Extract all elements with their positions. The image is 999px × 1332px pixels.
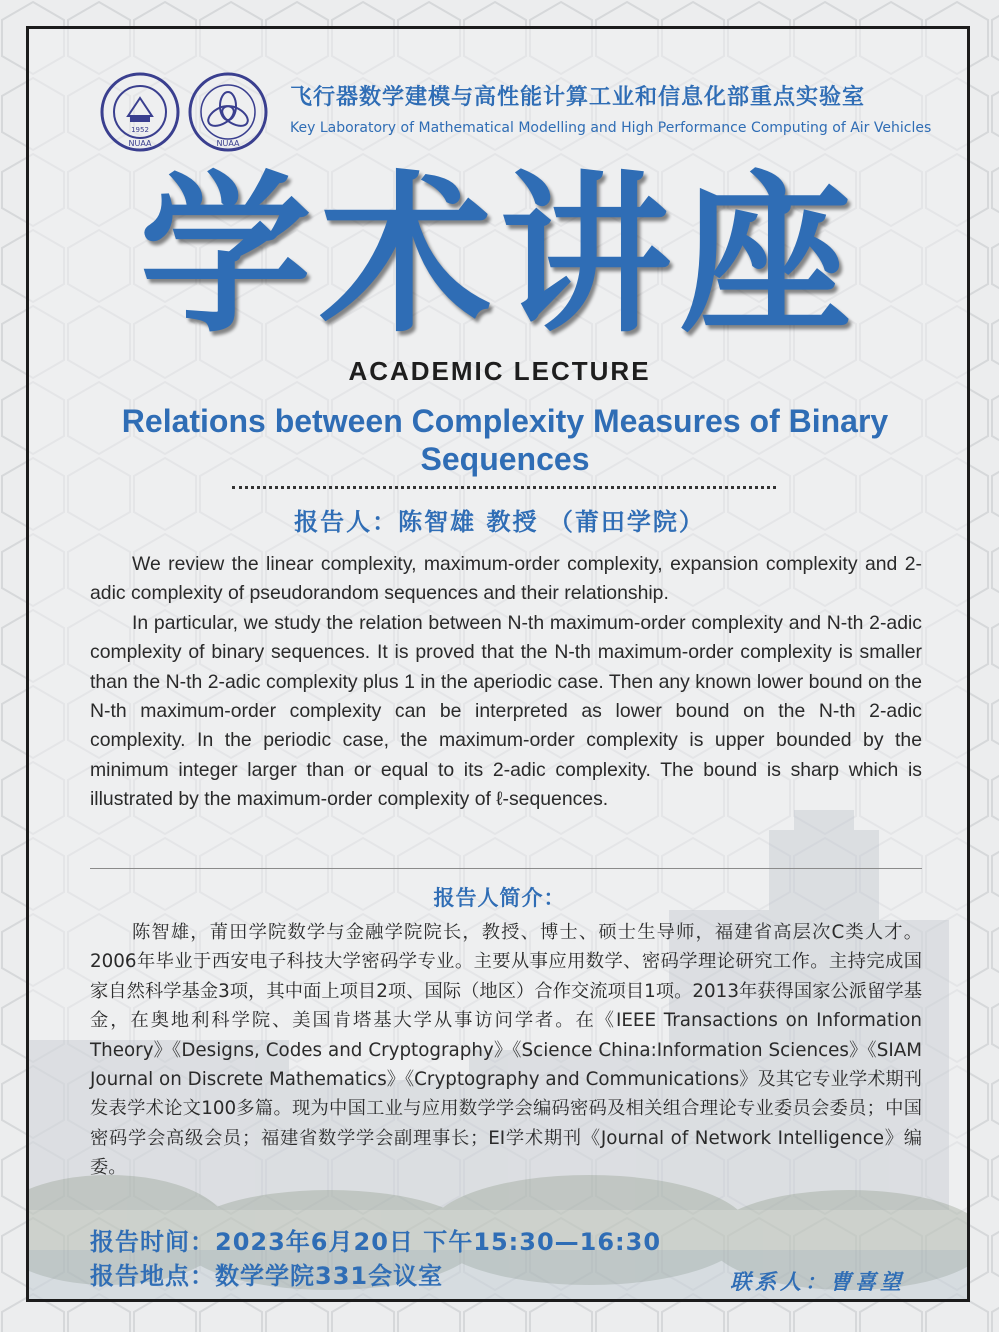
- speaker-line: 报告人：陈智雄 教授 （莆田学院）: [294, 508, 705, 536]
- lecture-time: 报告时间：2023年6月20日 下午15:30—16:30: [90, 1228, 662, 1256]
- speaker-bio: 陈智雄，莆田学院数学与金融学院院长，教授、博士、硕士生导师，福建省高层次C类人才。2006年毕业于西安电子科技大学密码学专业。主要从事应用数学、密码学理论研究工作。主持完成国家自然科学基金3项，其中面上项目2项、国际（地区）合作交流项目1项。2013年获得国家公派留学基金，在奥地利科学院、美国肯塔基大学从事访问学者。在《IEEE Transactions on Information Theory》《Designs, Codes and Cryptography》《Science China:Information Sciences》《SIAM Journal on Discrete Mathematics》《Cryptography and Communications》及其它专业学术期刊发表学术论文100多篇。现为中国工业与应用数学学会编码密码及相关组合理论专业委员会委员；中国密码学会高级会员；福建省数学学会副理事长；EI学术期刊《Journal of Network Intelligence》编委。: [90, 922, 922, 1179]
- lab-name-chinese: 飞行器数学建模与高性能计算工业和信息化部重点实验室: [290, 85, 866, 110]
- logo1-label: NUAA: [128, 139, 152, 148]
- nuaa-university-logo: [100, 72, 180, 152]
- contact-person: 联系人：曹喜望: [730, 1269, 905, 1294]
- lab-name-english: Key Laboratory of Mathematical Modelling and High Performance Computing of Air Vehicles: [290, 120, 932, 136]
- abstract: [90, 550, 922, 815]
- bio-heading: 报告人简介：: [433, 886, 566, 910]
- poster-title-english: ACADEMIC LECTURE: [348, 356, 651, 386]
- logo2-label: NUAA: [216, 139, 240, 148]
- lecture-place: 报告地点：数学学院331会议室: [90, 1262, 444, 1290]
- section-divider: [90, 868, 922, 869]
- poster-title-chinese: 学术讲座: [139, 155, 860, 356]
- key-laboratory-logo: [188, 72, 268, 152]
- abstract-paragraph-1: We review the linear complexity, maximum-order complexity, expansion complexity and 2-adic complexity of pseudorandom sequences and their relationship.: [90, 553, 922, 605]
- logo1-year: 1952: [131, 126, 149, 134]
- dotted-divider: [232, 486, 776, 489]
- talk-title: Relations between Complexity Measures of Binary Sequences: [121, 403, 889, 477]
- abstract-paragraph-2: In particular, we study the relation between N-th maximum-order complexity and N-th 2-adic complexity of binary sequences. It is proved that the N-th maximum-order complexity is smaller than the N-th 2-adic complexity plus 1 in the aperiodic case. Then any known lower bound on the N-th maximum-order complexity can be interpreted as lower bound on the N-th 2-adic complexity. In the periodic case, the maximum-order complexity is upper bounded by the minimum integer larger than or equal to its 2-adic complexity. The bound is sharp which is illustrated by the maximum-order complexity of ℓ-sequences.: [90, 611, 922, 811]
